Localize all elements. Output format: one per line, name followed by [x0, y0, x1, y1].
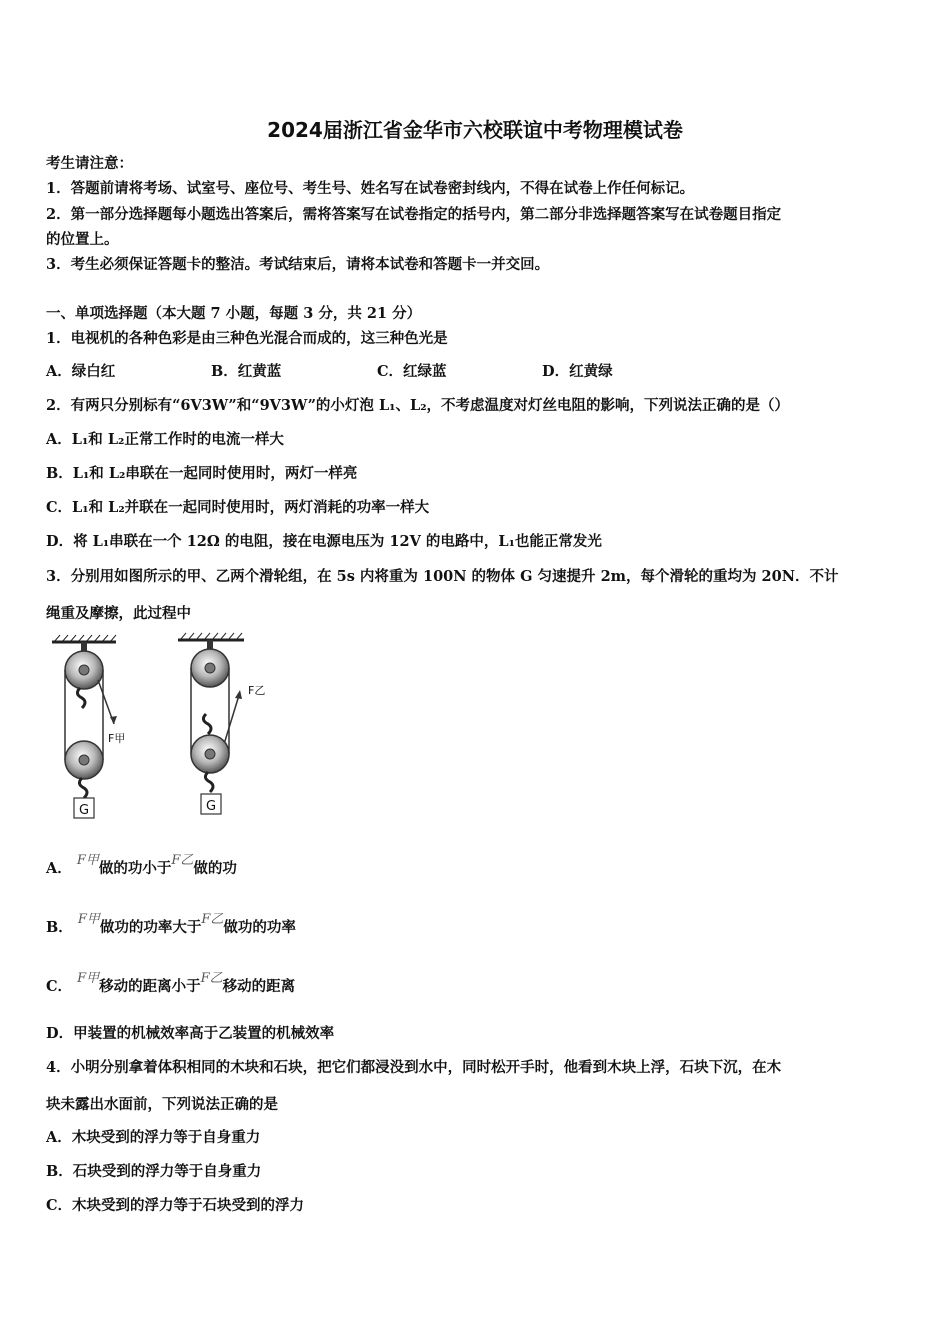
q1-option-b: B．红黄蓝	[211, 363, 282, 380]
f-jia-symbol: F甲	[76, 853, 99, 868]
q3-stem-line2: 绳重及摩擦，此过程中	[46, 605, 191, 622]
q1-option-a: A．绿白红	[46, 363, 116, 380]
q3-option-b-text1: 做功的功率大于	[99, 919, 202, 936]
q4-stem-line2: 块未露出水面前，下列说法正确的是	[46, 1096, 278, 1113]
q3-stem-line1: 3．分别用如图所示的甲、乙两个滑轮组，在 5s 内将重为 100N 的物体 G 匀速提升 2m，每个滑轮的重均为 20N．不计	[46, 568, 839, 585]
q3-option-a	[46, 853, 237, 878]
q2-option-b: B．L₁和 L₂串联在一起同时使用时，两灯一样亮	[46, 465, 358, 482]
notice-item-3: 3．考生必须保证答题卡的整洁。考试结束后，请将本试卷和答题卡一并交回。	[46, 256, 550, 273]
page-title: 2024届浙江省金华市六校联谊中考物理模试卷	[267, 118, 683, 142]
notice-item-2-cont: 的位置上。	[46, 231, 119, 248]
weight-label-yi: G	[205, 799, 217, 814]
q3-option-d: D．甲装置的机械效率高于乙装置的机械效率	[46, 1025, 335, 1042]
q1-stem: 1．电视机的各种色彩是由三种色光混合而成的，这三种色光是	[46, 330, 448, 347]
q4-stem-line1: 4．小明分别拿着体积相同的木块和石块，把它们都浸没到水中，同时松开手时，他看到木块上浮，石块下沉，在木	[46, 1059, 782, 1076]
q1-option-d: D．红黄绿	[542, 363, 613, 380]
q4-option-c: C．木块受到的浮力等于石块受到的浮力	[46, 1197, 305, 1214]
force-label-yi: F乙	[248, 684, 266, 697]
q3-option-a-text1: 做的功小于	[98, 860, 172, 877]
section-heading: 一、单项选择题（本大题 7 小题，每题 3 分，共 21 分）	[46, 305, 422, 322]
q3-option-c	[46, 971, 296, 996]
pulley-figure	[44, 632, 284, 824]
q1-option-c: C．红绿蓝	[377, 363, 447, 380]
pulley-system-yi	[178, 633, 265, 814]
notice-item-2: 2．第一部分选择题每小题选出答案后，需将答案写在试卷指定的括号内，第二部分非选择题答案写在试卷题目指定	[46, 206, 782, 223]
notice-item-1: 1．答题前请将考场、试室号、座位号、考生号、姓名写在试卷密封线内，不得在试卷上作任何标记。	[46, 180, 695, 197]
q2-option-a: A．L₁和 L₂正常工作时的电流一样大	[46, 431, 284, 448]
q3-option-b-prefix: B．	[46, 919, 73, 936]
q4-option-b: B．石块受到的浮力等于自身重力	[46, 1163, 262, 1180]
q3-option-c-text1: 移动的距离小于	[99, 978, 201, 995]
f-yi-symbol: F乙	[201, 912, 224, 927]
q3-option-b-text2: 做功的功率	[223, 919, 296, 936]
q2-option-c: C．L₁和 L₂并联在一起同时使用时，两灯消耗的功率一样大	[46, 499, 430, 516]
q4-option-a: A．木块受到的浮力等于自身重力	[46, 1129, 261, 1146]
q3-option-c-text2: 移动的距离	[222, 978, 296, 995]
notice-heading: 考生请注意：	[46, 155, 133, 172]
pulley-system-jia	[52, 635, 125, 818]
q3-option-a-prefix: A．	[46, 860, 72, 877]
force-label-jia: F甲	[108, 732, 126, 745]
weight-label-jia: G	[78, 803, 90, 818]
f-jia-symbol: F甲	[77, 912, 100, 927]
f-jia-symbol: F甲	[77, 971, 100, 986]
q3-option-c-prefix: C．	[46, 978, 73, 995]
q3-option-b	[46, 912, 296, 937]
f-yi-symbol: F乙	[200, 971, 223, 986]
q2-option-d: D．将 L₁串联在一个 12Ω 的电阻，接在电源电压为 12V 的电路中，L₁也能正常发光	[46, 533, 602, 550]
q3-option-a-text2: 做的功	[193, 860, 237, 877]
q2-stem: 2．有两只分别标有“6V3W”和“9V3W”的小灯泡 L₁、L₂，不考虑温度对灯丝电阻的影响，下列说法正确的是（）	[46, 397, 790, 414]
f-yi-symbol: F乙	[171, 853, 194, 868]
